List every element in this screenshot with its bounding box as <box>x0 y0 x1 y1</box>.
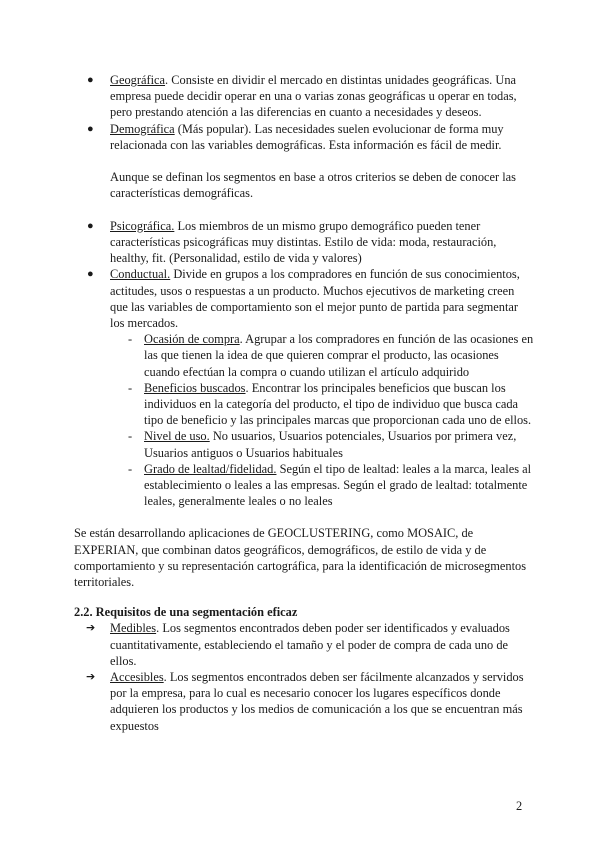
term-nivel-uso: Nivel de uso. <box>144 429 210 444</box>
bullet-demografica <box>74 121 534 218</box>
term-ocasion: Ocasión de compra <box>144 332 240 347</box>
dash-mark: - <box>128 461 133 476</box>
bullet-geografica <box>74 72 534 121</box>
text-nivel-uso: No usuarios, Usuarios potenciales, Usuarios por primera vez, Usuarios antiguos o Usuarios habituales <box>144 429 517 460</box>
term-medibles: Medibles <box>110 621 157 636</box>
bullet-mark: ● <box>87 219 94 232</box>
text-demografica-extra: Aunque se definan los segmentos en base a otros criterios se deben de conocer las características demográficas. <box>110 170 517 201</box>
term-demografica: Demográfica <box>110 121 175 136</box>
text-conductual: Divide en grupos a los compradores en función de sus conocimientos, actitudes, usos o respuestas a un producto. Muchos ejecutivos de marketing creen que las variables de comportamiento son el mejor punto de partida para segmentar los mercados. <box>110 267 520 331</box>
sub-item-lealtad <box>74 461 534 510</box>
text-beneficios: . Encontrar los principales beneficios que buscan los individuos en la categoría del producto, el tipo de individuo que busca cada tipo de beneficio y las principales marcas que proporcionan cada uno de ellos. <box>144 380 532 428</box>
blank-line <box>110 202 534 218</box>
text-demografica: (Más popular). Las necesidades suelen evolucionar de forma muy relacionada con las variables demográficas. Esta información es fácil de medir. <box>110 121 504 152</box>
text-lealtad: Según el tipo de lealtad: leales a la marca, leales al establecimiento o leales a las empresas. Según el grado de lealtad: totalmente leales, generalmente leales o no leales <box>144 461 532 509</box>
requirement-medibles <box>74 620 534 669</box>
text-psicografica: Los miembros de un mismo grupo demográfico pueden tener características psicográficas muy distintas. Estilo de vida: moda, restauración, healthy, fit. (Personalidad, estilo de vida y valores) <box>110 218 497 266</box>
dash-mark: - <box>128 332 133 347</box>
sub-item-ocasion <box>74 331 534 380</box>
term-geografica: Geográfica <box>110 73 166 87</box>
bullet-mark: ● <box>87 268 94 281</box>
sub-item-beneficios <box>74 380 534 429</box>
term-psicografica: Psicográfica. <box>110 218 175 233</box>
dash-mark: - <box>128 429 133 444</box>
term-accesibles: Accesibles <box>110 670 164 685</box>
term-lealtad: Grado de lealtad/fidelidad. <box>144 461 277 476</box>
sub-item-nivel-uso <box>74 428 534 460</box>
bullet-mark: ● <box>87 122 94 135</box>
section-heading: 2.2. Requisitos de una segmentación eficaz <box>74 605 298 620</box>
requirement-accesibles <box>74 669 534 734</box>
arrow-icon: ➔ <box>86 621 96 635</box>
text-geografica: . Consiste en dividir el mercado en distintas unidades geográficas. Una empresa puede decidir operar en una o varias zonas geográficas u operar en todas, pero prestando atención a las diferencias en cuanto a necesidades y deseos. <box>110 73 517 120</box>
page-content <box>74 72 534 734</box>
page-number: 2 <box>516 799 523 813</box>
blank-line <box>110 153 534 169</box>
dash-mark: - <box>128 380 133 395</box>
text-accesibles: . Los segmentos encontrados deben ser fácilmente alcanzados y servidos por la empresa, para lo cual es necesario conocer los lugares específicos donde adquieren los productos y los medios de comunicación a los que se encuentran más expuestos <box>110 670 524 733</box>
term-beneficios: Beneficios buscados <box>144 380 246 395</box>
term-conductual: Conductual. <box>110 267 171 282</box>
bullet-conductual <box>74 266 534 331</box>
geoclustering-paragraph: Se están desarrollando aplicaciones de GEOCLUSTERING, como MOSAIC, de EXPERIAN, que combinan datos geográficos, demográficos, de estilo de vida y de comportamiento y su representación cartográfica, para la identificación de microsegmentos territoriales. <box>74 526 527 590</box>
arrow-icon: ➔ <box>86 670 96 684</box>
bullet-mark: ● <box>87 74 94 86</box>
bullet-psicografica <box>74 218 534 267</box>
text-medibles: . Los segmentos encontrados deben poder ser identificados y evaluados cuantitativamente, estableciendo el tamaño y el poder de compra de cada uno de ellos. <box>110 621 510 668</box>
text-ocasion: . Agrupar a los compradores en función de las ocasiones en las que tienen la idea de que quieren comprar el producto, las ocasiones cuando efectúan la compra o cuando utilizan el artículo adquirido <box>144 332 534 379</box>
